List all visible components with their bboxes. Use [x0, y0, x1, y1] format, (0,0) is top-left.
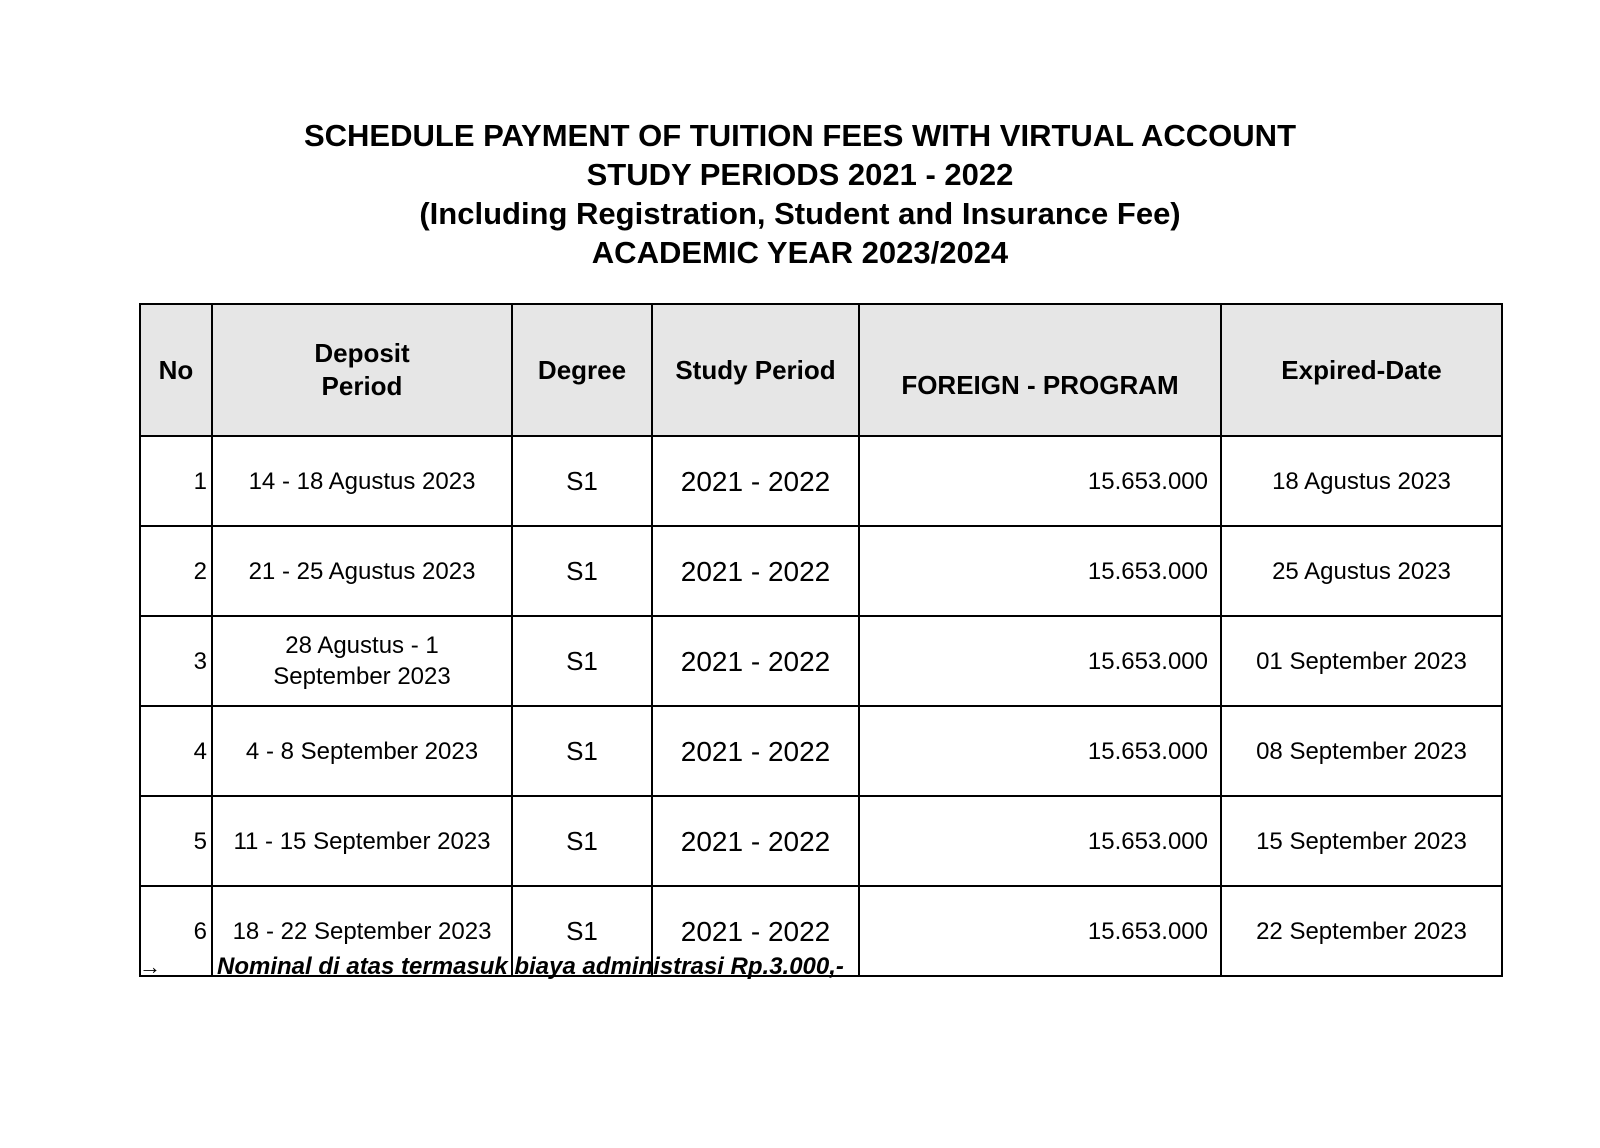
study-period-cell: 2021 - 2022 [652, 796, 859, 886]
row-number: 6 [140, 886, 212, 976]
row-number: 3 [140, 616, 212, 706]
deposit-period-text: 18 - 22 September 2023 [232, 917, 492, 945]
deposit-period-cell [212, 526, 512, 616]
header-study-period: Study Period [652, 304, 859, 436]
deposit-period-cell [212, 796, 512, 886]
amount-cell: 15.653.000 [859, 526, 1221, 616]
expired-date-cell: 15 September 2023 [1221, 796, 1502, 886]
deposit-period-cell [212, 616, 512, 706]
expired-date-cell: 08 September 2023 [1221, 706, 1502, 796]
table-row [140, 796, 1502, 886]
deposit-period-text: 28 Agustus - 1 [285, 632, 439, 659]
deposit-period-text: 11 - 15 September 2023 [233, 827, 491, 855]
expired-date-cell: 18 Agustus 2023 [1221, 436, 1502, 526]
row-number: 1 [140, 436, 212, 526]
amount-cell: 15.653.000 [859, 886, 1221, 976]
expired-date-cell: 01 September 2023 [1221, 616, 1502, 706]
expired-date-cell: 22 September 2023 [1221, 886, 1502, 976]
title-line-4: ACADEMIC YEAR 2023/2024 [591, 235, 1009, 270]
deposit-period-text: 14 - 18 Agustus 2023 [248, 467, 476, 495]
study-period-cell: 2021 - 2022 [652, 706, 859, 796]
table-row [140, 436, 1502, 526]
footnote-text: Nominal di atas termasuk biaya administrasi Rp.3.000,- [217, 953, 844, 980]
arrow-right-icon: → [139, 954, 161, 979]
header-expired-date: Expired-Date [1221, 304, 1502, 436]
deposit-period-text: 21 - 25 Agustus 2023 [248, 557, 476, 585]
row-number: 2 [140, 526, 212, 616]
row-number: 4 [140, 706, 212, 796]
degree-cell: S1 [512, 796, 652, 886]
amount-cell: 15.653.000 [859, 616, 1221, 706]
study-period-cell: 2021 - 2022 [652, 526, 859, 616]
study-period-cell: 2021 - 2022 [652, 616, 859, 706]
deposit-period-cell [212, 706, 512, 796]
degree-cell: S1 [512, 526, 652, 616]
payment-schedule-table [139, 303, 1503, 977]
amount-cell: 15.653.000 [859, 436, 1221, 526]
degree-cell: S1 [512, 886, 652, 976]
study-period-cell: 2021 - 2022 [652, 436, 859, 526]
deposit-period-text: 4 - 8 September 2023 [245, 737, 479, 765]
expired-date-cell: 25 Agustus 2023 [1221, 526, 1502, 616]
header-deposit-line-2: Period [321, 371, 403, 401]
footnote [139, 952, 844, 982]
header-foreign-program: FOREIGN - PROGRAM [859, 304, 1221, 436]
table-row [140, 616, 1502, 706]
deposit-period-text-line-2: September 2023 [273, 663, 451, 690]
header-no: No [140, 304, 212, 436]
document-title [0, 116, 1600, 272]
study-period-cell: 2021 - 2022 [652, 886, 859, 976]
title-line-1: SCHEDULE PAYMENT OF TUITION FEES WITH VIRTUAL ACCOUNT [303, 118, 1296, 153]
degree-cell: S1 [512, 616, 652, 706]
title-line-2: STUDY PERIODS 2021 - 2022 [586, 157, 1014, 192]
table-row [140, 706, 1502, 796]
deposit-period-cell [212, 436, 512, 526]
amount-cell: 15.653.000 [859, 706, 1221, 796]
degree-cell: S1 [512, 706, 652, 796]
header-deposit-line-1: Deposit [314, 338, 410, 368]
table-row [140, 526, 1502, 616]
table-header-row [140, 304, 1502, 436]
degree-cell: S1 [512, 436, 652, 526]
title-line-3: (Including Registration, Student and Insurance Fee) [419, 196, 1181, 231]
amount-cell: 15.653.000 [859, 796, 1221, 886]
header-degree: Degree [512, 304, 652, 436]
row-number: 5 [140, 796, 212, 886]
header-deposit-period [212, 304, 512, 436]
